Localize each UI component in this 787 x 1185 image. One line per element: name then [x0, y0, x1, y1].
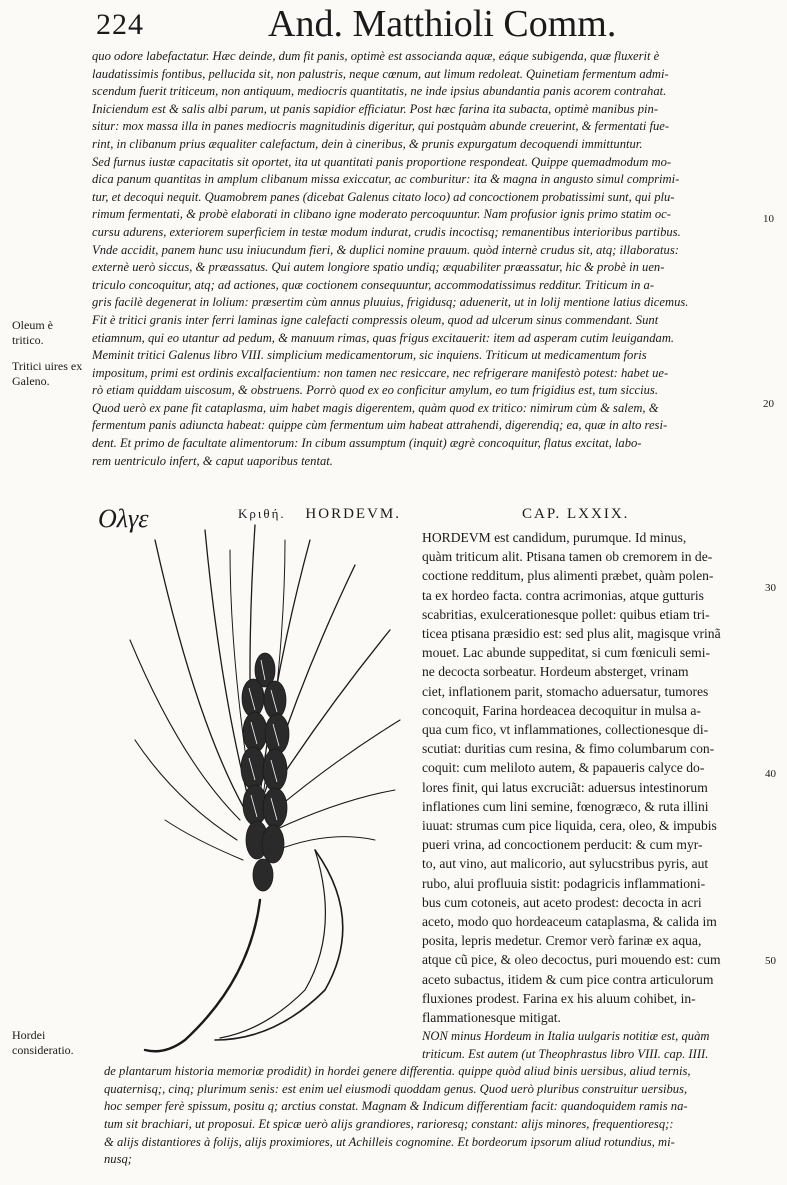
bottom-text-line: triticum. Est autem (ut Theophrastus libro VIII. cap. IIII. — [422, 1046, 709, 1061]
right-text-line: ta ex hordeo facta. contra acrimonias, atque gutturis — [422, 587, 704, 603]
bottom-text-line: NON minus Hordeum in Italia uulgaris notitiæ est, quàm — [422, 1029, 710, 1043]
top-text-line: dica panum quantitas in amplum clibanum missa exiccatur, ac comburitur: ita & magna in angusto simul comprimi- — [92, 172, 680, 187]
plant-title: HORDEVM. — [305, 506, 401, 522]
barley-illustration — [125, 520, 425, 1060]
right-text-line: aceto, modo quo hordeaceum cataplasma, & calida im — [422, 914, 717, 930]
top-text-line: rint, in clibanum prius æqualiter calefactum, dein à cineribus, & prunis expurgatum decoquendi immittuntur. — [92, 136, 643, 151]
top-text-line: Quod uerò ex pane fit cataplasma, uim habet magis digerentem, quàm quod ex tritico: nimirum cùm & salem, & — [92, 400, 659, 415]
right-text-line: posita, lepris medetur. Cremor verò farinæ ex aqua, — [422, 933, 702, 949]
bottom-text-line: hoc semper ferè spissum, positu q; arctius constat. Magnam & Indicum differentiam facit: quandoquidem ramis na- — [104, 1099, 688, 1114]
right-text-line: mouet. Lac abunde suppeditat, si cum fœniculi semi- — [422, 645, 711, 661]
right-text-line: concoquit, Farina hordeacea decoquitur in mulsa a- — [422, 702, 701, 718]
top-text-line: etiamnum, qui eo utantur ad pedum, & manuum rimas, quas frigus excitauerit: item ad asperam cutim leuigandam. — [92, 330, 675, 345]
top-text-line: externè uerò siccus, & præassatus. Qui autem longiore spatio undiq; æquabiliter præassatur, hic & probè in uen- — [92, 260, 665, 275]
bottom-text-line: & alijs distantiores à folijs, alijs proximiores, ut Achilleis cognomine. Et bordeorum ipsorum aliud rotundius, mi- — [104, 1134, 675, 1149]
right-text-line: quàm triticum alit. Ptisana tamen ob cremorem in de- — [422, 549, 713, 565]
right-text-line: scabritias, exulcerationesque pollet: quibus etiam tri- — [422, 606, 710, 622]
right-text-line: to, aut vino, aut malicorio, aut sylucstribus pyris, aut — [422, 856, 709, 872]
right-text-line: fluxiones prodest. Farina ex his aluum cohibet, in- — [422, 990, 696, 1006]
top-text-line: tur, et decoqui nequit. Quamobrem panes (dicebat Galenus citato loco) ad concoctionem probatissimi sunt, qui plu- — [92, 189, 675, 204]
top-text-line: Fit è tritici granis inter ferri laminas igne calefacti compressis oleum, quod ad ulcerum sinus commendant. Sunt — [92, 312, 659, 327]
top-text-line: Meminit tritici Galenus libro VIII. simplicium medicamentorum, sic inquiens. Triticum ut medicamentum foris — [92, 348, 647, 363]
top-text-line: rem uentriculo infert, & caput uaporibus tentat. — [92, 453, 333, 468]
right-text-line: coctione redditum, plus alimenti præbet, quàm polen- — [422, 568, 714, 584]
top-text-line: scendum fuerit triticeum, non antiquum, mediocris quantitatis, ne inde ipsius abundantia panis acorem contrahat. — [92, 84, 667, 99]
right-text-line: ciet, inflationem parit, stomacho aduersatur, tumores — [422, 683, 709, 699]
right-text-line: iuuat: strumas cum pice liquida, cera, oleo, & impubis — [422, 818, 717, 834]
right-text-line: HORDEVM est candidum, purumque. Id minus, — [422, 530, 687, 545]
top-text-line: Iniciendum est & salis albi parum, ut panis sapidior efficiatur. Post hæc farina ita subacta, optimè manibus pin- — [92, 101, 659, 116]
line-number-20: 20 — [763, 398, 774, 410]
line-number-40: 40 — [765, 768, 776, 780]
top-text-line: cursu adurens, exteriorem superficiem in testæ modum indurat, crudis incoctisq; remanentibus interioribus partibus. — [92, 224, 681, 239]
right-text-line: ne decocta sorbeatur. Hordeum absterget, vrinam — [422, 664, 689, 680]
top-text-line: quo odore labefactatur. Hæc deinde, dum fit panis, optimè est associanda aquæ, eáque subigenda, quæ fluxerit è — [92, 49, 660, 63]
margin-note-tritici: Tritici uires ex Galeno. — [12, 359, 83, 388]
right-text-line: flammationesque mitigat. — [422, 1010, 561, 1026]
right-text-line: inflationes cum lini semine, fœnogræco, & ruta illini — [422, 798, 709, 814]
top-text-line: gris facilè degenerat in lolium: præsertim cùm annus pluuius, frigidusq; aduenerit, ut in lolij mentione latius dicemus. — [92, 295, 689, 310]
margin-note-hordei: Hordei consideratio. — [12, 1028, 74, 1057]
top-paragraph — [92, 48, 762, 470]
right-text-line: ticea ptisana præsidio est: sed plus alit, magisque vrinã — [422, 626, 721, 642]
top-text-line: fermentum panis adiuncta habeat: quippe cùm fermentum uim habeat attrahendi, digerendiq; ea, quæ in alto resi- — [92, 418, 668, 433]
top-text-line: situr: mox massa illa in panes mediocris magnitudinis digeritur, qui postquàm abunde creuerint, & fermentati fue- — [92, 119, 670, 134]
top-text-line: laudatissimis fontibus, pellucida sit, non palustris, neque cœnum, aut limum redoleat. Quinetiam fermentum admi- — [92, 66, 669, 81]
bottom-text-line: nusq; — [104, 1152, 132, 1167]
right-text-line: atque cũ pice, & oleo decoctus, puri mouendo est: cum — [422, 952, 721, 968]
right-text-line: pueri vrina, ad concoctionem perducit: & cum myr- — [422, 837, 703, 853]
top-text-line: rimum fermentati, & probè elaborati in clibano igne moderato percoquuntur. Nam profusior ignis primo statim oc- — [92, 207, 671, 222]
right-text-line: rubo, alui profluuia sistit: podagricis inflammationi- — [422, 875, 706, 891]
right-text-line: bus cum cotoneis, aut aceto prodest: decocta in acri — [422, 894, 702, 910]
top-text-line: Sed furnus iustæ capacitatis sit oportet, ita ut quantitati panis proportione respondeat. Quippe quemadmodum mo- — [92, 154, 672, 169]
top-text-line: Vnde accidit, panem hunc usu iniucundum fieri, & duplici nomine prauum. quòd internè crudus sit, atq; illaboratus: — [92, 242, 679, 257]
line-number-50: 50 — [765, 955, 776, 967]
running-title: And. Matthioli Comm. — [268, 3, 617, 45]
line-number-30: 30 — [765, 582, 776, 594]
right-text-line: aceto subactus, itidem & cum pice contra articulorum — [422, 971, 714, 987]
page-number: 224 — [96, 8, 144, 41]
greek-name: Κριθή. — [238, 506, 286, 521]
top-text-line: impositum, primi est ordinis excalfacientium: non tamen nec resiccare, nec refrigerare manifestò potest: habet ue- — [92, 365, 669, 380]
chapter-number: CAP. LXXIX. — [522, 506, 630, 522]
bottom-text-line: de plantarum historia memoriæ prodidit) in hordei genere differentia. quippe quòd aliud binis uersibus, aliud ternis, — [104, 1064, 691, 1079]
bottom-text-line: quaternisq;, cinq; plurimum senis: est enim uel eiusmodi quoddam genus. Quod uerò pluribus construitur uersibus, — [104, 1081, 688, 1096]
right-text-line: coquit: cum meliloto autem, & papaueris calyce do- — [422, 760, 705, 776]
handwritten-note: Ολγε — [98, 504, 149, 533]
margin-note-oleum: Oleum è tritico. — [12, 318, 53, 347]
right-text-line: lores finit, qui latus excruciãt: aduersus intestinorum — [422, 779, 708, 795]
right-text-line: qua cum fico, vt inflammationes, collectionesque di- — [422, 722, 709, 738]
top-text-line: rò etiam quiddam uiscosum, & obstruens. Porrò quod ex eo conficitur amylum, eo tum frigidius est, tum siccius. — [92, 383, 658, 398]
top-text-line: dent. Et primo de facultate alimentorum: In cibum assumptum (inquit) ægrè concoquitur, flatus excitat, labo- — [92, 436, 642, 451]
line-number-10: 10 — [763, 213, 774, 225]
top-text-line: triculo concoquitur, atq; ad actiones, quæ coctionem consequuntur, accommodatissimus redditur. Triticum in a- — [92, 277, 655, 292]
bottom-text-line: tum sit brachiari, ut proposui. Et spicæ uerò alijs grandiores, rarioresq; constant: alijs minores, frequentioresq;: — [104, 1116, 674, 1131]
right-text-line: scutiat: duritias cum resina, & fimo columbarum con- — [422, 741, 715, 757]
hordeum-description — [422, 528, 762, 1027]
bottom-paragraph — [104, 1028, 764, 1169]
